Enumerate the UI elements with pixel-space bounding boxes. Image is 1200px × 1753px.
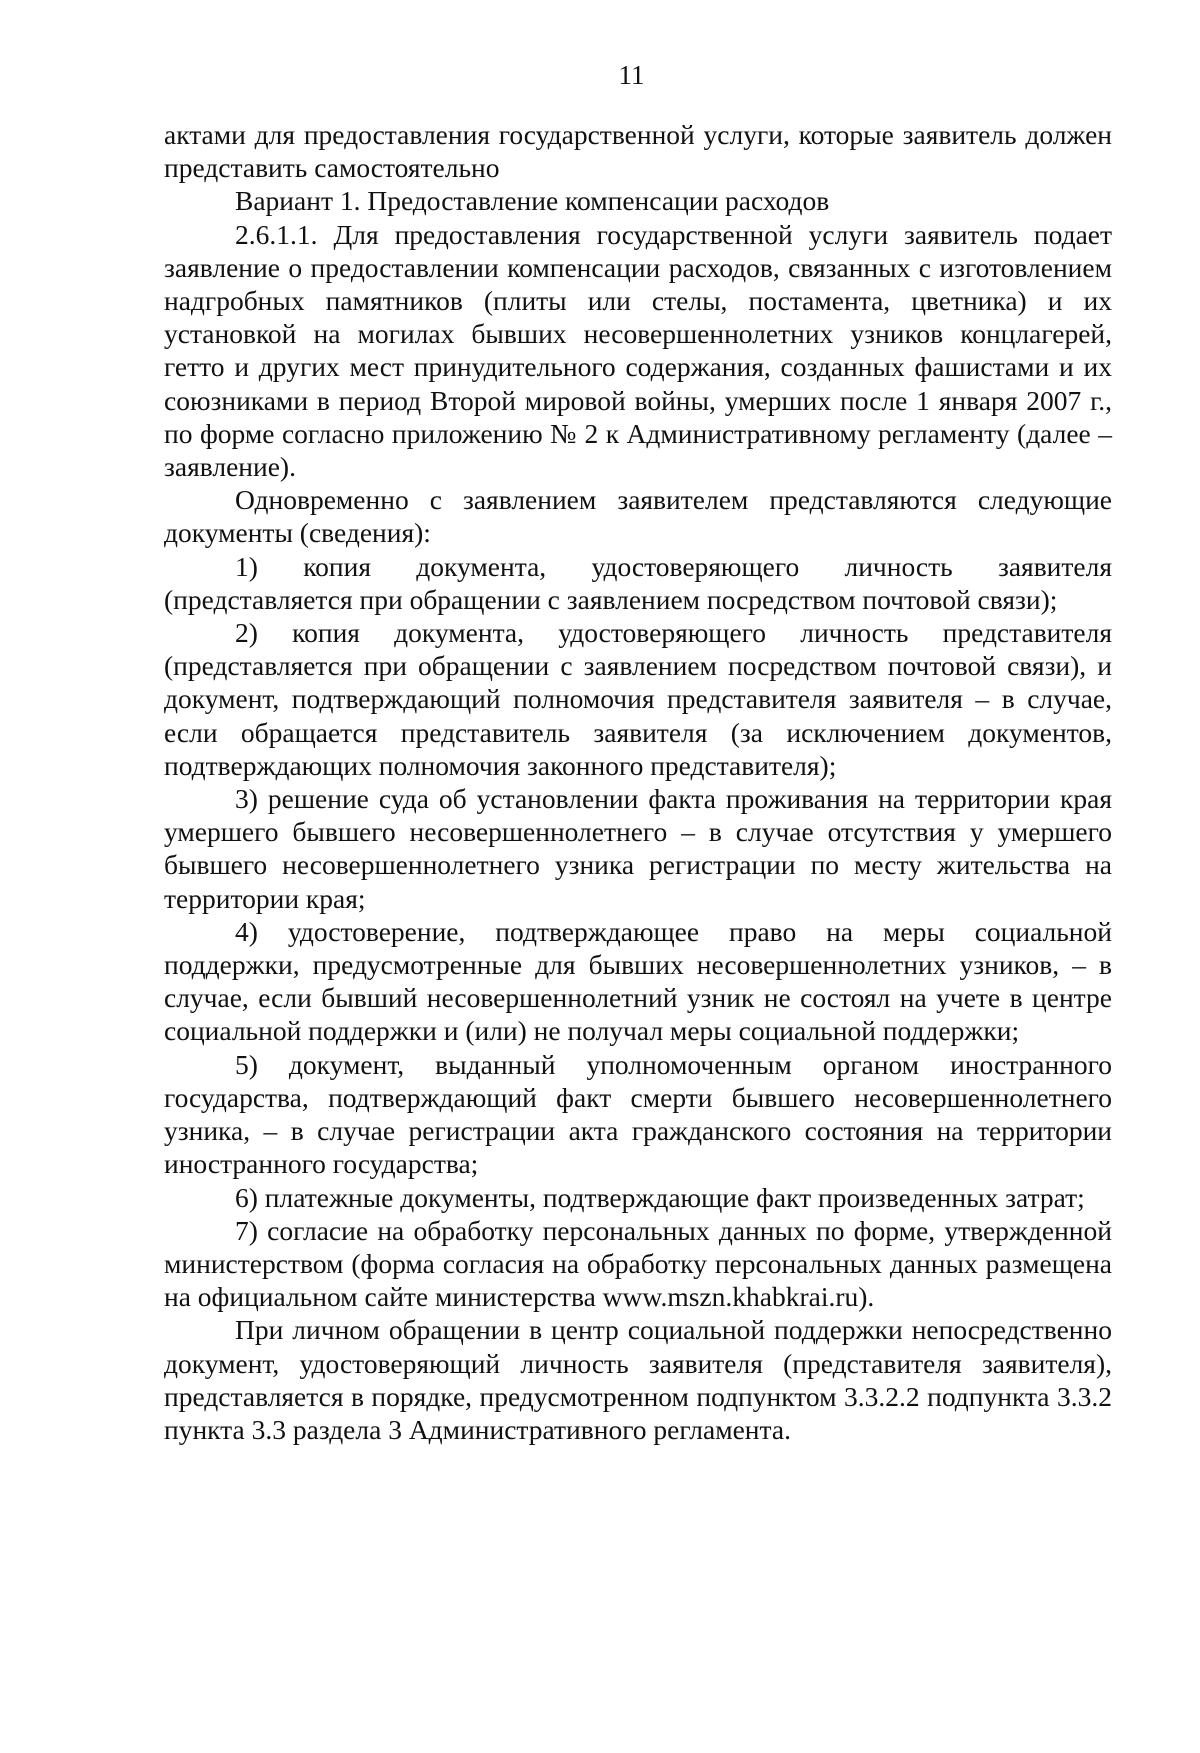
list-item-6: 6) платежные документы, подтверждающие факт произведенных затрат; [235,1181,1085,1213]
page-number: 11 [618,60,645,90]
paragraph-continuation: актами для предоставления государственной услуги, которые заявитель должен представить самостоятельно [164,119,1112,184]
list-item-7: 7) согласие на обработку персональных данных по форме, утвержденной министерством (форма согласия на обработку персональных данных размещена на официальном сайте министерства www.mszn.khabkrai.ru). [164,1214,1112,1313]
paragraph-personal-visit: При личном обращении в центр социальной поддержки непосредственно документ, удостоверяющий личность заявителя (представителя заявителя), представляется в порядке, предусмотренном подпунктом 3.3.2.2 подпункта 3.3.2 пункта 3.3 раздела 3 Административного регламента. [164,1314,1112,1445]
list-item-1: 1) копия документа, удостоверяющего личность заявителя (представляется при обращении с заявлением посредством почтовой связи); [164,550,1112,615]
list-item-3: 3) решение суда об установлении факта проживания на территории края умершего бывшего несовершеннолетнего – в случае отсутствия у умершего бывшего несовершеннолетнего узника регистрации по месту жительства на территории края; [164,783,1112,914]
paragraph-2-6-1-1: 2.6.1.1. Для предоставления государственной услуги заявитель подает заявление о предоставлении компенсации расходов, связанных с изготовлением надгробных памятников (плиты или стелы, постамента, цветника) и их установкой на могилах бывших несовершеннолетних узников концлагерей, гетто и других мест принудительного содержания, созданных фашистами и их союзниками в период Второй мировой войны, умерших после 1 января 2007 г., по форме согласно приложению № 2 к Административному регламенту (далее – заявление). [164,218,1112,483]
list-item-2: 2) копия документа, удостоверяющего личность представителя (представляется при обращении с заявлением посредством почтовой связи), и документ, подтверждающий полномочия представителя заявителя – в случае, если обращается представитель заявителя (за исключением документов, подтверждающих полномочия законного представителя); [164,617,1112,781]
paragraph-variant-heading: Вариант 1. Предоставление компенсации расходов [235,185,830,217]
paragraph-documents-intro: Одновременно с заявлением заявителем представляются следующие документы (сведения): [164,484,1112,549]
list-item-5: 5) документ, выданный уполномоченным органом иностранного государства, подтверждающий факт смерти бывшего несовершеннолетнего узника, – в случае регистрации акта гражданского состояния на территории иностранного государства; [164,1048,1112,1180]
document-body [164,118,1112,1446]
list-item-4: 4) удостоверение, подтверждающее право на меры социальной поддержки, предусмотренные для бывших несовершеннолетних узников, – в случае, если бывший несовершеннолетний узник не состоял на учете в центре социальной поддержки и (или) не получал меры социальной поддержки; [164,915,1112,1047]
